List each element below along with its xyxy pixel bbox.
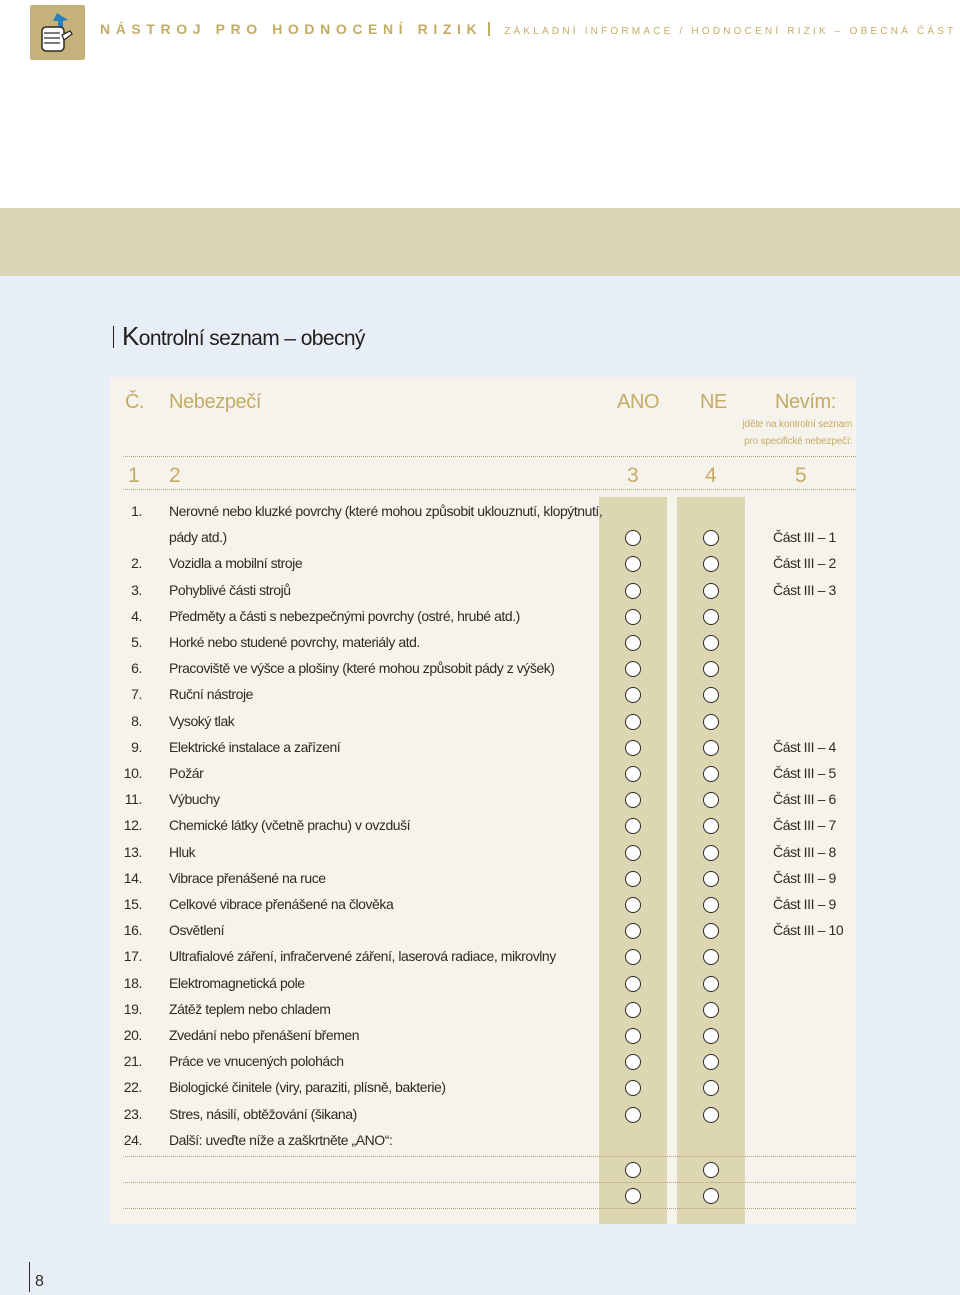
yes-radio[interactable] [625, 976, 641, 992]
col-header-hazard: Nebezpečí [169, 391, 262, 413]
specific-checklist-ref: Část III – 4 [773, 738, 836, 755]
col-header-no: NE [700, 391, 727, 413]
yes-radio[interactable] [625, 609, 641, 625]
title-rest: ontrolní seznam – obecný [138, 327, 365, 350]
no-radio[interactable] [703, 1162, 719, 1178]
yes-radio[interactable] [625, 714, 641, 730]
header-sub: ZÁKLADNÍ INFORMACE / HODNOCENÍ RIZIK – OBECNÁ ČÁST [504, 26, 957, 37]
col-header-unknown: Nevím: [775, 391, 836, 413]
yes-radio[interactable] [625, 583, 641, 599]
column-number-divider [123, 489, 856, 490]
item-number: 16. [123, 922, 142, 939]
col-header-yes: ANO [617, 391, 660, 413]
item-number: 5. [131, 634, 142, 650]
item-label: Vibrace přenášené na ruce [169, 869, 326, 886]
specific-checklist-ref: Část III – 7 [773, 817, 836, 834]
specific-checklist-ref: Část III – 5 [773, 765, 836, 781]
item-label: Zátěž teplem nebo chladem [169, 1000, 331, 1017]
column-number-5: 5 [795, 464, 807, 487]
item-number: 20. [123, 1027, 142, 1043]
item-number: 14. [123, 869, 142, 886]
item-number: 6. [131, 660, 142, 677]
item-label: Vozidla a mobilní stroje [169, 555, 303, 572]
item-label: Další: uveďte níže a zaškrtněte „ANO“: [169, 1131, 393, 1148]
item-label: Elektromagnetická pole [169, 974, 305, 991]
yes-radio[interactable] [625, 897, 641, 913]
item-label: Stres, násilí, obtěžování (šikana) [169, 1105, 357, 1122]
specific-checklist-ref: Část III – 9 [773, 869, 836, 886]
item-label: Nerovné nebo kluzké povrchy (které mohou způsobit uklouznutí, klopýtnutí, [169, 503, 603, 519]
item-number: 19. [123, 1000, 142, 1017]
no-radio[interactable] [703, 1028, 719, 1044]
item-number: 8. [131, 712, 142, 729]
col-header-unknown-note-1: jděte na kontrolní seznam [742, 419, 852, 430]
yes-radio[interactable] [625, 1188, 641, 1204]
item-label: Práce ve vnucených polohách [169, 1053, 344, 1070]
item-number: 21. [123, 1053, 142, 1070]
no-radio[interactable] [703, 1002, 719, 1018]
item-number: 17. [123, 948, 142, 965]
column-number-3: 3 [627, 464, 639, 487]
header-main: NÁSTROJ PRO HODNOCENÍ RIZIK [100, 21, 483, 37]
item-label: Požár [169, 765, 204, 781]
no-radio[interactable] [703, 897, 719, 913]
hand-with-arrow-icon [30, 5, 85, 60]
specific-checklist-ref: Část III – 3 [773, 581, 836, 598]
no-radio[interactable] [703, 740, 719, 756]
no-radio[interactable] [703, 1107, 719, 1123]
no-radio[interactable] [703, 766, 719, 782]
yes-radio[interactable] [625, 871, 641, 887]
yes-radio[interactable] [625, 766, 641, 782]
specific-checklist-ref: Část III – 9 [773, 896, 836, 912]
page-top [0, 0, 960, 208]
item-number: 22. [123, 1079, 142, 1096]
no-radio[interactable] [703, 714, 719, 730]
item-label: Hluk [169, 843, 196, 860]
item-number: 13. [123, 843, 142, 860]
header-divider [123, 456, 856, 457]
item-label: Biologické činitele (viry, paraziti, plísně, bakterie) [169, 1079, 446, 1096]
yes-radio[interactable] [625, 1028, 641, 1044]
item-number: 12. [123, 817, 142, 834]
item-number: 1. [131, 503, 142, 519]
item-number: 18. [123, 974, 142, 991]
title-initial: K [122, 321, 139, 351]
specific-checklist-ref: Část III – 2 [773, 555, 836, 572]
item-label: Pohyblivé části strojů [169, 581, 291, 598]
column-number-2: 2 [169, 464, 181, 487]
specific-checklist-ref: Část III – 8 [773, 843, 836, 860]
item-number: 10. [123, 765, 142, 781]
no-radio[interactable] [703, 976, 719, 992]
item-label: Ruční nástroje [169, 686, 253, 703]
no-radio[interactable] [703, 609, 719, 625]
item-number: 7. [131, 686, 142, 703]
yes-radio[interactable] [625, 845, 641, 861]
running-header [100, 21, 956, 39]
item-number: 9. [131, 738, 142, 755]
page-title [113, 321, 365, 352]
item-label: Zvedání nebo přenášení břemen [169, 1027, 360, 1043]
logo [30, 5, 85, 60]
yes-radio[interactable] [625, 1002, 641, 1018]
item-number: 23. [123, 1105, 142, 1122]
item-label: Chemické látky (včetně prachu) v ovzduší [169, 817, 411, 834]
specific-checklist-ref: Část III – 10 [773, 922, 844, 939]
blank-line-1 [123, 1156, 856, 1157]
column-number-1: 1 [128, 464, 140, 487]
item-label: Výbuchy [169, 791, 220, 808]
item-number: 15. [123, 896, 142, 912]
yes-radio[interactable] [625, 635, 641, 651]
title-bar [113, 326, 114, 348]
no-radio[interactable] [703, 583, 719, 599]
item-label: Vysoký tlak [169, 712, 235, 729]
item-number: 11. [124, 791, 142, 808]
item-number: 3. [131, 581, 142, 598]
item-label-continued: pády atd.) [169, 529, 227, 546]
no-radio[interactable] [703, 845, 719, 861]
decorative-band [0, 208, 960, 276]
yes-radio[interactable] [625, 1107, 641, 1123]
specific-checklist-ref: Část III – 1 [773, 529, 836, 546]
yes-radio[interactable] [625, 1162, 641, 1178]
no-radio[interactable] [703, 1188, 719, 1204]
item-label: Ultrafialové záření, infračervené záření, laserová radiace, mikrovlny [169, 948, 556, 965]
item-label: Horké nebo studené povrchy, materiály atd. [169, 634, 420, 650]
col-header-number: Č. [125, 391, 145, 413]
specific-checklist-ref: Část III – 6 [773, 791, 836, 808]
col-header-unknown-note-2: pro specifické nebezpečí: [744, 436, 852, 447]
blank-line-2 [123, 1182, 856, 1183]
page-number: 8 [35, 1273, 44, 1290]
blank-line-3 [123, 1208, 856, 1209]
no-radio[interactable] [703, 871, 719, 887]
item-label: Celkové vibrace přenášené na člověka [169, 896, 394, 912]
header-separator [488, 22, 490, 36]
column-number-4: 4 [705, 464, 717, 487]
no-radio[interactable] [703, 635, 719, 651]
item-number: 4. [131, 607, 142, 624]
item-label: Elektrické instalace a zařízení [169, 738, 341, 755]
item-label: Osvětlení [169, 922, 225, 939]
yes-radio[interactable] [625, 740, 641, 756]
page-number-bar [29, 1262, 30, 1292]
item-label: Pracoviště ve výšce a plošiny (které mohou způsobit pády z výšek) [169, 660, 555, 677]
item-number: 24. [123, 1131, 142, 1148]
item-label: Předměty a části s nebezpečnými povrchy (ostré, hrubé atd.) [169, 607, 520, 624]
item-number: 2. [131, 555, 142, 572]
